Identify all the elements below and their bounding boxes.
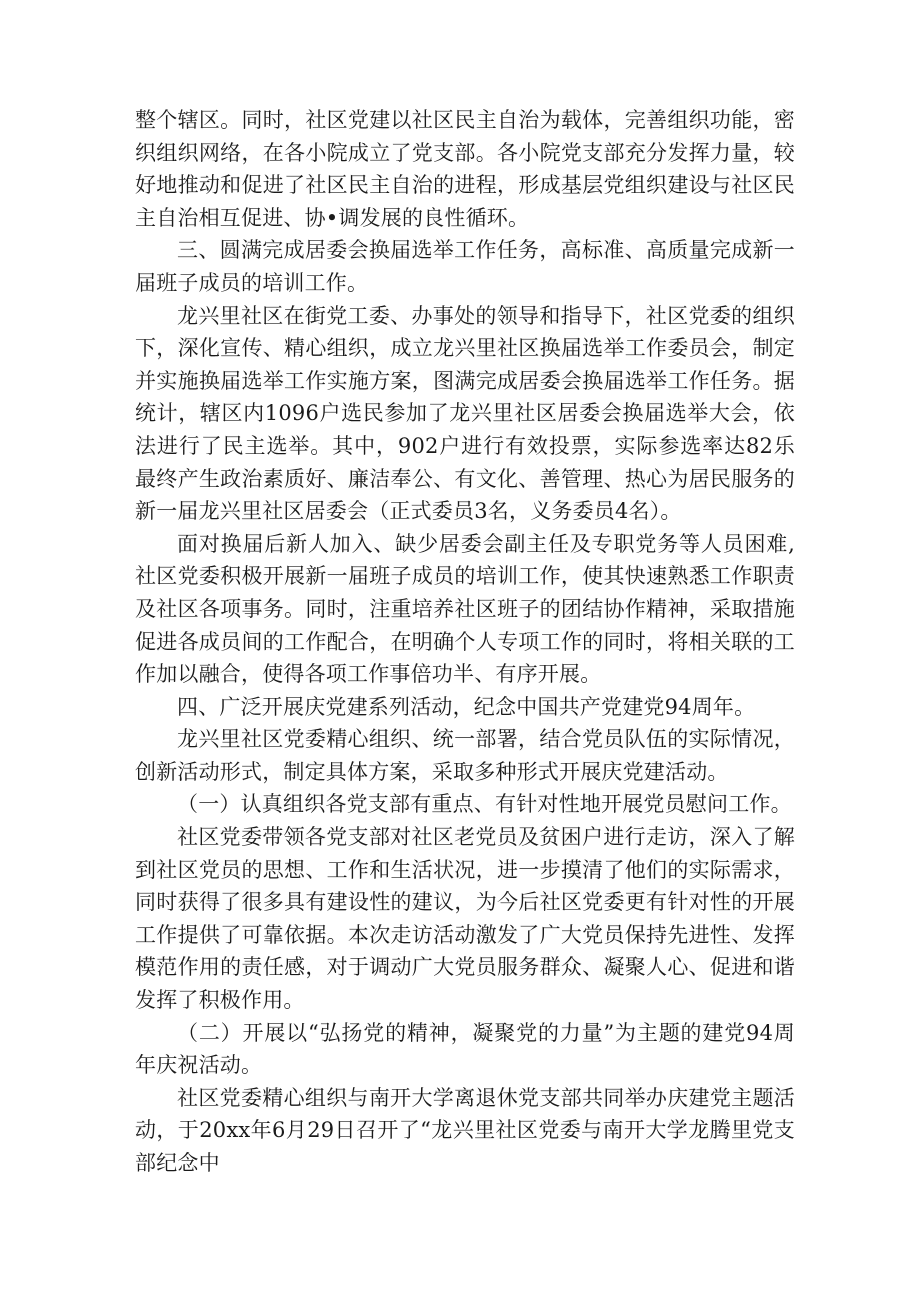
section-heading-4: 四、广泛开展庆党建系列活动，纪念中国共产党建党94周年。: [177, 694, 756, 719]
paragraph-activities: 龙兴里社区党委精心组织、统一部署，结合党员队伍的实际情况，创新活动形式，制定具体方案，采取多种形式开展庆党建活动。: [135, 727, 795, 784]
paragraph-visits: 社区党委带领各党支部对社区老党员及贫困户进行走访，深入了解到社区党员的思想、工作和生活状况，进一步摸清了他们的实际需求，同时获得了很多具有建设性的建议，为今后社区党委更有针对性的开展工作提供了可靠依据。本次走访活动激发了广大党员保持先进性、发挥模范作用的责任感，对于调动广大党员服务群众、凝聚人心、促进和谐发挥了积极作用。: [135, 825, 795, 1013]
paragraph-election: 龙兴里社区在街党工委、办事处的领导和指导下，社区党委的组织下，深化宣传、精心组织，成立龙兴里社区换届选举工作委员会，制定并实施换届选举工作实施方案，图满完成居委会换届选举工作任务。据统计，辖区内1096户选民参加了龙兴里社区居委会换届选举大会，依法进行了民主选举。其中，902户进行有效投票，实际参选率达82乐最终产生政治素质好、廉洁奉公、有文化、善管理、热心为居民服务的新一届龙兴里社区居委会（正式委员3名，义务委员4名）。: [135, 303, 795, 524]
paragraph-training: 面对换届后新人加入、缺少居委会副主任及专职党务等人员困难,社区党委积极开展新一届班子成员的培训工作，使其快速熟悉工作职责及社区各项事务。同时，注重培养社区班子的团结协作精神，采取措施促进各成员间的工作配合，在明确个人专项工作的同时，将相关联的工作加以融合，使得各项工作事倍功半、有序开展。: [135, 531, 795, 687]
paragraph-celebration: 社区党委精心组织与南开大学离退休党支部共同举办庆建党主题活动，于20xx年6月29日召开了“龙兴里社区党委与南开大学龙腾里党支部纪念中: [135, 1085, 795, 1175]
paragraph-continuation: 整个辖区。同时，社区党建以社区民主自治为载体，完善组织功能，密织组织网络，在各小院成立了党支部。各小院党支部充分发挥力量，较好地推动和促进了社区民主自治的进程，形成基层党组织建设与社区民主自治相互促进、协•调发展的良性循环。: [135, 108, 795, 230]
document-body: [135, 104, 795, 1180]
subsection-heading-2: （二）开展以“弘扬党的精神，凝聚党的力量”为主题的建党94周年庆祝活动。: [135, 1020, 795, 1078]
subsection-heading-1: （一）认真组织各党支部有重点、有针对性地开展党员慰问工作。: [177, 792, 792, 817]
section-heading-3: 三、圆满完成居委会换届选举工作任务，高标准、高质量完成新一届班子成员的培训工作。: [135, 238, 795, 295]
